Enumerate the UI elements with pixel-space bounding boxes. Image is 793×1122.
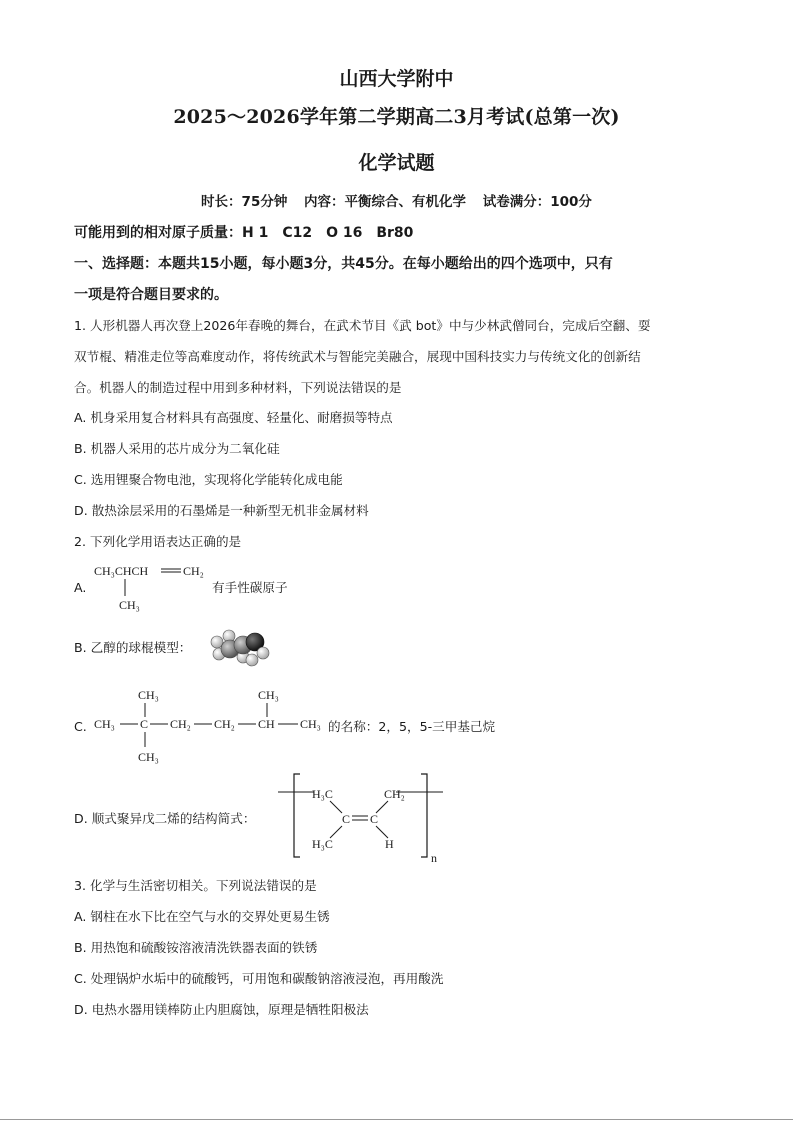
c-branch-top-2: CH₃ <box>258 688 279 702</box>
full-score: 试卷满分：100分 <box>482 194 592 210</box>
d-c-left: C <box>342 812 351 826</box>
c-chain-ch2-1: CH₂ <box>170 717 191 731</box>
d-subscript-n: n <box>431 851 437 865</box>
c-branch-top-1: CH₃ <box>138 688 159 702</box>
c-chain-ch3-left: CH₃ <box>94 717 115 731</box>
q2-option-d-polymer <box>276 768 448 868</box>
q2-option-d: D. 顺式聚异戊二烯的结构简式： <box>74 811 256 826</box>
d-c-right: C <box>370 812 379 826</box>
q2-option-b: B. 乙醇的球棍模型： <box>74 640 192 655</box>
c-chain-ch: CH <box>258 717 275 731</box>
c-chain-ch2-2: CH₂ <box>214 717 235 731</box>
d-ch2-top: CH₂ <box>384 787 405 801</box>
formula-a-branch: CH₃ <box>119 598 140 612</box>
q1-stem-1: 1. 人形机器人再次登上2026年春晚的舞台，在武术节目《武 bot》中与少林武僧同台，完成后空翻、耍 <box>74 318 651 333</box>
q3-stem: 3. 化学与生活密切相关。下列说法错误的是 <box>74 878 317 893</box>
q1-stem-3: 合。机器人的制造过程中用到多种材料，下列说法错误的是 <box>74 380 402 395</box>
q3-option-a: A. 钢柱在水下比在空气与水的交界处更易生锈 <box>74 909 330 924</box>
q1-stem-2: 双节棍、精准走位等高难度动作，将传统武术与智能完美融合，展现中国科技实力与传统文化的创新结 <box>74 349 641 364</box>
atomic-mass: 可能用到的相对原子质量：H 1 C12 O 16 Br80 <box>74 225 414 241</box>
q3-option-b: B. 用热饱和硫酸铵溶液清洗铁器表面的铁锈 <box>74 940 318 955</box>
page-bottom-rule <box>0 1119 793 1120</box>
formula-a-main: CH₃CHCH <box>94 564 149 578</box>
section-intro-2: 一项是符合题目要求的。 <box>74 287 228 303</box>
school-name: 山西大学附中 <box>339 68 454 90</box>
exam-title: 2025～2026学年第二学期高二3月考试(总第一次) <box>173 106 620 128</box>
subject-title: 化学试题 <box>358 152 435 174</box>
content-scope: 内容：平衡综合、有机化学 <box>304 194 467 210</box>
q1-option-b: B. 机器人采用的芯片成分为二氧化硅 <box>74 441 280 456</box>
q3-option-c: C. 处理锅炉水垢中的硫酸钙，可用饱和碳酸钠溶液浸泡，再用酸洗 <box>74 971 444 986</box>
q2-stem: 2. 下列化学用语表达正确的是 <box>74 534 242 549</box>
duration: 时长：75分钟 <box>201 194 288 210</box>
q2-option-a-text: 有手性碳原子 <box>212 580 288 595</box>
q2-option-a-label: A. <box>74 580 87 595</box>
ethanol-ball-stick-model <box>205 628 271 670</box>
exam-meta <box>0 190 793 210</box>
formula-a-ch2: CH₂ <box>183 564 204 578</box>
q2-option-a-formula <box>92 560 222 616</box>
q1-option-d: D. 散热涂层采用的石墨烯是一种新型无机非金属材料 <box>74 503 369 518</box>
q1-option-c: C. 选用锂聚合物电池，实现将化学能转化成电能 <box>74 472 343 487</box>
c-chain-c: C <box>140 717 149 731</box>
q2-option-c-label: C. <box>74 719 87 734</box>
q3-option-d: D. 电热水器用镁棒防止内胆腐蚀，原理是牺牲阳极法 <box>74 1002 369 1017</box>
d-h3c-bottom: H₃C <box>312 837 333 851</box>
q2-option-c-structure <box>92 684 332 766</box>
d-h3c-top: H₃C <box>312 787 333 801</box>
c-chain-ch3-right: CH₃ <box>300 717 321 731</box>
c-branch-bottom: CH₃ <box>138 750 159 764</box>
q2-option-c-text: 的名称：2，5，5-三甲基己烷 <box>328 719 496 734</box>
q1-option-a: A. 机身采用复合材料具有高强度、轻量化、耐磨损等特点 <box>74 410 393 425</box>
section-intro-1: 一、选择题：本题共15小题，每小题3分，共45分。在每小题给出的四个选项中，只有 <box>74 256 613 272</box>
d-h-bottom: H <box>385 837 394 851</box>
